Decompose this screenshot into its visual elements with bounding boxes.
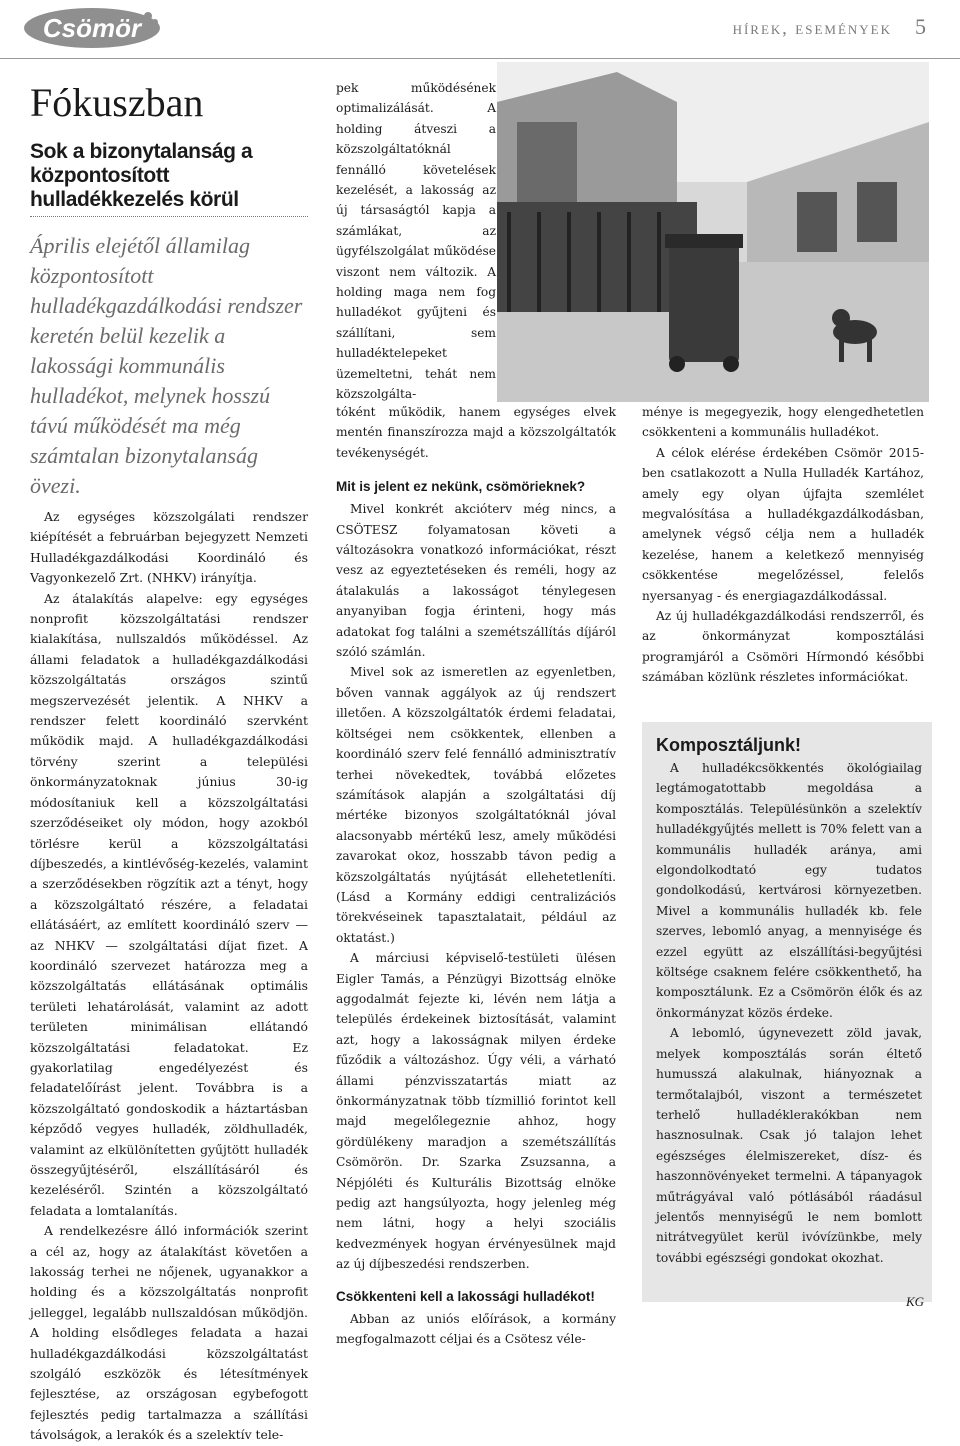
page-number: 5 xyxy=(915,14,926,39)
author-signature: KG xyxy=(905,1294,924,1309)
paragraph: A márciusi képviselő-testületi ülésen Eigler Tamás, a Pénzügyi Bizottság elnöke aggodalmát fejezte ki, lévén nem látja a település érdekeinek biztosítását, valamint azt, hogy a lakosságnak milyen érdeke fűződik a változáshoz. Úgy véli, a várható állami pénzvisszatartás miatt az önkormányzatnak több tízmillió forintot kell majd megelőlegeznie ahhoz, hogy gördülékeny maradjon a szemétszállítás Csömörön. Dr. Szarka Zsuzsanna, a Népjóléti és Kulturális Bizottság elnöke pedig azt hangsúlyozta, hogy jelenleg még nem látni, hogy a helyi szociális kedvezmények hogyan érvényesülnek majd az új díjbeszedési rendszerben. xyxy=(336,951,616,1272)
section-label: hírek, események xyxy=(732,18,892,38)
paragraph: Az egységes közszolgálati rendszer kiépítését a februárban bejegyzett Nemzeti Hulladékgazdálkodási Koordináló és Vagyonkezelő Zrt. (NHKV) irányítja. xyxy=(30,509,308,586)
column-1 xyxy=(30,70,308,1446)
article-headline: Sok a bizonytalanság a központosított hulladékkezelés körül xyxy=(30,140,253,211)
article-photo xyxy=(497,62,929,402)
sidebar-title: Komposztáljunk! xyxy=(656,735,802,755)
svg-text:Csömör: Csömör xyxy=(42,13,142,43)
column-3 xyxy=(642,402,924,688)
paragraph: tóként működik, hanem egységes elvek mentén finanszírozza majd a közszolgáltatók tevékenységét. xyxy=(336,405,616,460)
paragraph: A hulladékcsökkentés ökológiailag legtámogatottabb megoldása a komposztálás. Településünkön a szelektív hulladékgyűjtés mellett is 70% felett van a kommunális hulladék aránya, ami elgondolkodtató egy tudatos gondolkodású, kertvárosi környezetben. Mivel a kommunális hulladék kb. fele szerves, lebomló anyag, a mennyisége és ezzel együtt az elszállítási-begyűjtési költsége csaknem felére csökkenthető, ha komposztálunk. Ez a Csömörön élők és az önkormányzat közös érdeke. xyxy=(656,761,922,1020)
paragraph: Mivel konkrét akcióterv még nincs, a CSÖTESZ folyamatosan követi a változásokra vonatkozó információkat, részt vesz az egyeztetéseken és reméli, hogy az átalakulás a lakosságot ténylegesen anyanyiban fogja érinteni, hogy más adatokat fog találni a szemétszállítás díjáról szóló számlán. xyxy=(336,502,616,660)
sidebar-content xyxy=(656,728,922,1268)
column-2-top xyxy=(336,78,496,405)
paragraph: A célok elérése érdekében Csömör 2015-ben csatlakozott a Nulla Hulladék Kartához, amely egy olyan újfajta szemlélet megvalósítása a hulladékgazdálkodásban, amelynek végső célja nem a hulladék kezelése, hanem a keletkező mennyiség csökkentése megelőzéssel, felelős nyersanyag - és energiagazdálkodással. xyxy=(642,445,924,603)
paragraph: Az új hulladékgazdálkodási rendszerről, és az önkormányzat komposztálási programjáról a Csömöri Hírmondó későbbi számában közlünk részletes információkat. xyxy=(642,609,924,685)
paragraph: A lebomló, úgynevezett zöld javak, melyek komposztálás során éltető humusszá alakulnak, hiányoznak a termőtalajból, viszont a természetet terhelő hulladéklerakókban nem hasznosulnak. Csak jó talajon lehet egészséges élelmiszereket, dísz- és haszonnövényeket termelni. A tápanyagok műtrágyával való pótlásából ráadásul jelentős mennyiségű le nem bomlott nitrátvegyület kerül ivóvízünkbe, mely további egészségi gondokat okozhat. xyxy=(656,1026,922,1265)
headline-divider xyxy=(30,216,308,217)
paragraph: Abban az uniós előírások, a kormány megfogalmazott céljai és a Csötesz véle- xyxy=(336,1311,616,1347)
csomor-logo xyxy=(22,6,162,50)
column-2 xyxy=(336,402,616,1349)
paragraph: A rendelkezésre álló információk szerint a cél az, hogy az átalakítást követően a lakosság terhei ne nőjenek, ugyanakkor a holding és a közszolgáltatás nonprofit jelleggel, legalább nullszaldósan működjön. A holding elsődleges feladata a hazai hulladékgazdálkodási közszolgáltatást szolgáló eszközök és létesítmények fejlesztése, az országosan egybefogott fejlesztés pedig tartalmazza a szállítási távolságok, a lerakók és a szelektív tele- xyxy=(30,1223,308,1443)
header-divider xyxy=(0,58,960,59)
paragraph: ménye is megegyezik, hogy elengedhetetlen csökkenteni a kommunális hulladékot. xyxy=(642,405,924,440)
paragraph: Az átalakítás alapelve: egy egységes nonprofit közszolgáltatási rendszer kialakítása, nullszaldós működéssel. Az állami feladatok a hulladékgazdálkodási közszolgáltatás országos szintű megszervezését jelentik. A NHKV a rendszer felett koordináló szervként működik majd. A hulladékgazdálkodási törvény szerint a települési önkormányzatoknak június 30-ig módosítaniuk kell a közszolgáltatási szerződéseiket oly módon, hogy azokból törlésre kerül a közszolgáltatási díjbeszedés, a kintlévőség-kezelés, valamint a szerződésekben rögzítik azt a tényt, hogy a közszolgáltató részére, a feladatai ellátásáért, az említett koordináló szerv — az NHKV — szolgáltatási díjat fizet. A koordináló szervezet határozza meg a közszolgáltatás ellátásának optimális területi lehatárolását, valamint az adott területen minimálisan ellátandó közszolgáltatási feladatokat. Ez gyakorlatilag engedélyezést és feladatelőírást jelent. Továbbra is a közszolgáltató gondoskodik a háztartásban képződő vegyes hulladék, zöldhulladék, valamint az elkülönítetten gyűjtött hulladék összegyűjtéséről, elszállításáról és kezeléséről. Szintén a közszolgáltató feladata a lomtalanítás. xyxy=(30,590,308,1218)
paragraph: Mivel sok az ismeretlen az egyenletben, bőven vannak aggályok az új rendszert illetően. A közszolgáltatók érdemi feladatai, költségei nem csökkentek, ellenben a koordináló szerv felé fennálló adminisztratív terhei növekedtek, továbbá előzetes számítások alapján a szolgáltatási díj mértéke bizonyos szolgáltatóknál jóval alacsonyabb mértékű lesz, amely működési zavarokat okoz, hosszabb távon pedig a közszolgáltatás nyújtását ellehetetleníti. (Lásd a Kormány eddigi centralizációs törekvéseinek tapasztalatait, például az oktatást.) xyxy=(336,665,616,945)
section-kicker: Fókuszban xyxy=(30,80,204,125)
paragraph: pek működésének optimalizálását. A holding átveszi a közszolgáltatóknál fennálló követelések kezelését, a lakosság az új társaságtól kapja a számlákat, az ügyfélszolgálat működése viszont nem változik. A holding maga nem fog hulladékot gyűjteni és szállítani, sem hulladéktelepeket üzemeltetni, tehát nem közszolgálta- xyxy=(336,81,496,402)
article-lead: Április elejétől államilag központosított hulladékgazdálkodási rendszer keretén belül kezelik a lakossági kommunális hulladékot, melynek hosszú távú működését ma még számtalan bizonytalanság övezi. xyxy=(30,233,303,498)
subheading: Mit is jelent ez nekünk, csömörieknek? xyxy=(336,479,586,495)
subheading: Csökkenteni kell a lakossági hulladékot! xyxy=(336,1288,595,1304)
